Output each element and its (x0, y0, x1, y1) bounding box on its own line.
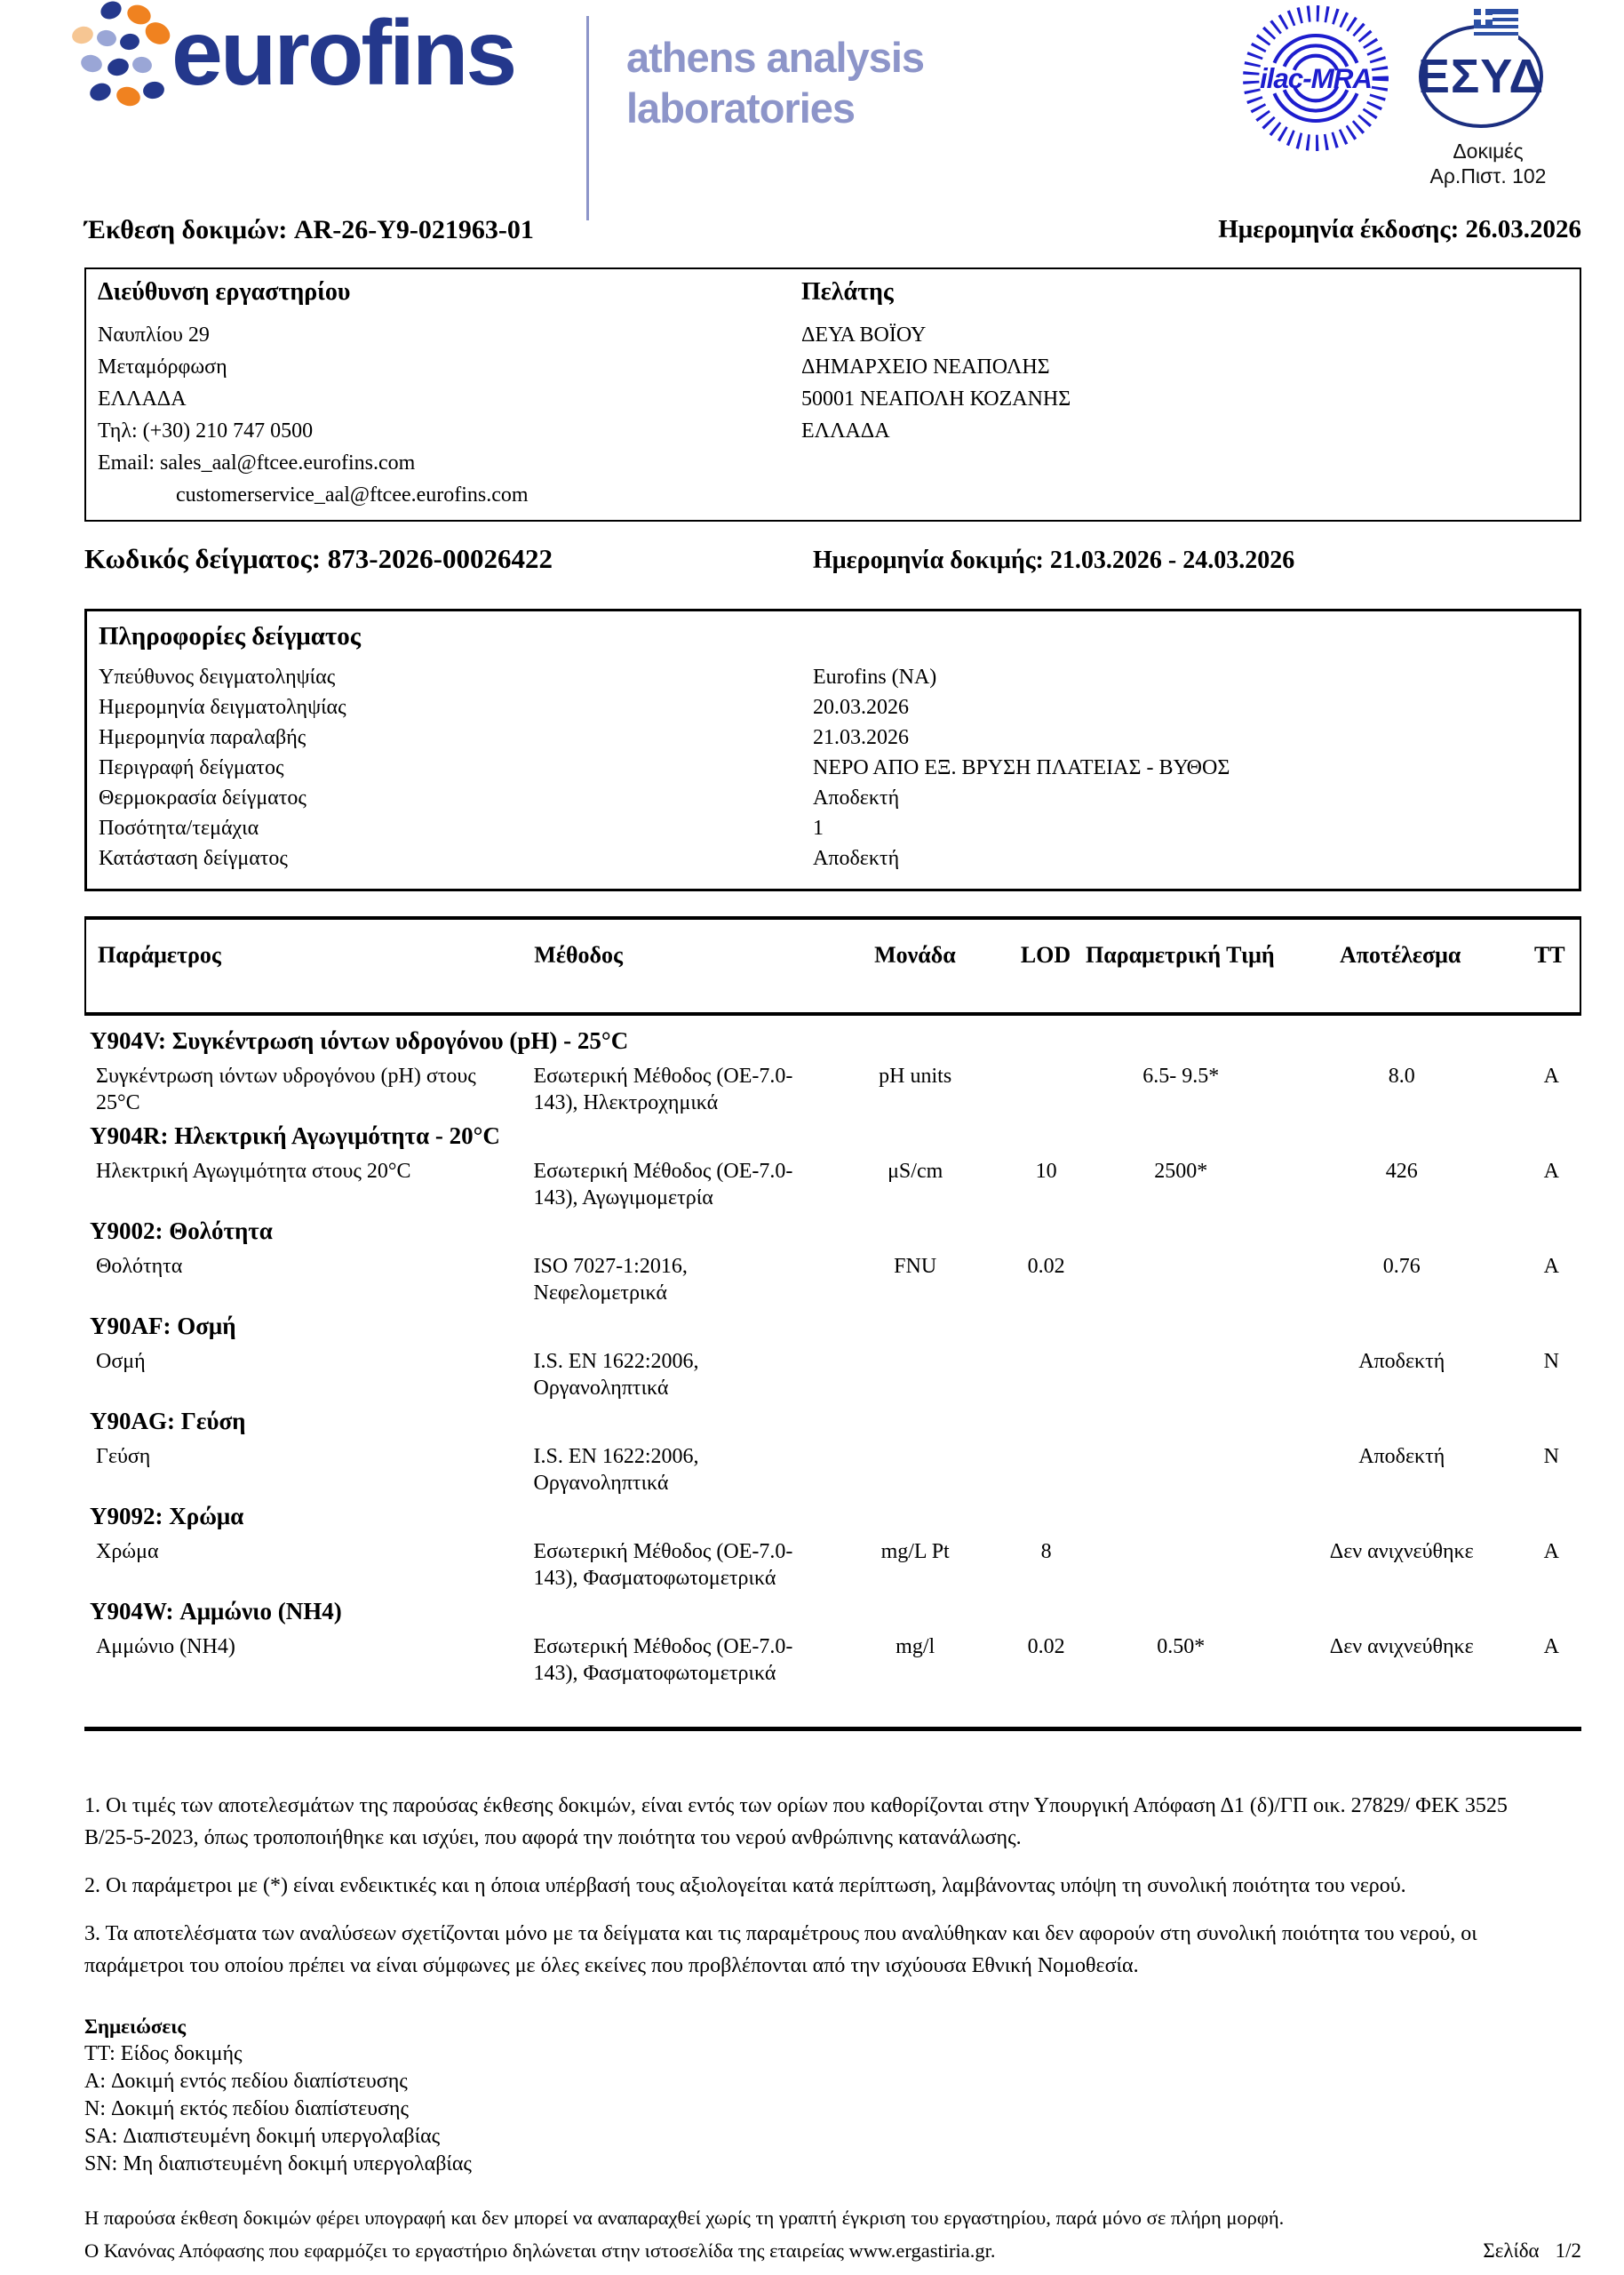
result-tt: A (1543, 1540, 1559, 1563)
col-header-unit: Μονάδα (874, 942, 956, 968)
col-header-result: Αποτέλεσμα (1340, 942, 1461, 968)
sample-code-row (84, 543, 1581, 589)
page-number (1483, 2239, 1581, 2263)
col-header-tt: TT (1533, 942, 1565, 968)
result-row (84, 1633, 1581, 1687)
result-unit (818, 1348, 1013, 1401)
result-value: Αποδεκτή (1358, 1445, 1445, 1468)
report-title-label: Έκθεση δοκιμών: (84, 215, 288, 244)
result-unit: μS/cm (888, 1160, 943, 1183)
test-date-label: Ημερομηνία δοκιμής: (813, 547, 1044, 574)
accreditation-caption-line2: Αρ.Πιστ. 102 (1429, 164, 1547, 188)
result-row (84, 1348, 1581, 1401)
legend-item-sn: SN: Μη διαπιστευμένη δοκιμή υπεργολαβίας (84, 2152, 472, 2175)
col-header-method: Μέθοδος (534, 942, 623, 968)
result-lod (1013, 1443, 1080, 1497)
sample-info-row (99, 692, 1579, 722)
logo-divider (586, 16, 589, 220)
result-row (84, 1158, 1581, 1211)
results-table-body (84, 1016, 1581, 1731)
legend-item-sa: SA: Διαπιστευμένη δοκιμή υπεργολαβίας (84, 2125, 441, 2148)
results-table-header (84, 916, 1581, 1016)
legend-section (84, 2014, 1581, 2178)
athens-analysis-logo (626, 32, 924, 133)
page-number-label: Σελίδα (1483, 2239, 1540, 2262)
result-parameter: Θολότητα (96, 1255, 183, 1278)
result-unit: mg/L Pt (880, 1540, 950, 1563)
title-row (84, 215, 1581, 253)
issue-date (1218, 215, 1581, 253)
col-header-limit: Παραμετρική Τιμή (1085, 942, 1275, 968)
client-address2: 50001 ΝΕΑΠΟΛΗ ΚΟΖΑΝΗΣ (801, 387, 1071, 411)
ilac-mra-accreditation-icon (1239, 2, 1392, 155)
result-parameter: Γεύση (96, 1445, 151, 1468)
sample-info-row (99, 843, 1579, 874)
result-row (84, 1443, 1581, 1497)
result-limit: 2500* (1154, 1160, 1208, 1183)
test-date-value: 21.03.2026 - 24.03.2026 (1049, 547, 1295, 574)
client-column (801, 278, 1071, 447)
lab-address-email: Email: sales_aal@ftcee.eurofins.com (98, 451, 416, 475)
result-value: 426 (1385, 1160, 1418, 1183)
lab-address-city: Μεταμόρφωση (98, 355, 227, 379)
result-group-heading: Y90AF: Οσμή (90, 1313, 236, 1339)
sample-info-value: Αποδεκτή (813, 786, 900, 810)
result-parameter: Ηλεκτρική Αγωγιμότητα στους 20°C (96, 1160, 411, 1183)
legend-item-a: A: Δοκιμή εντός πεδίου διαπίστευσης (84, 2070, 408, 2093)
col-header-parameter: Παράμετρος (98, 942, 221, 968)
footer-section (84, 2201, 1581, 2267)
result-row (84, 1253, 1581, 1306)
lab-address-email2: customerservice_aal@ftcee.eurofins.com (176, 483, 529, 507)
client-heading: Πελάτης (801, 278, 894, 306)
sample-info-label: Κατάσταση δείγματος (99, 847, 288, 870)
note-2: 2. Οι παράμετροι με (*) είναι ενδεικτικές και η όποια υπέρβασή τους αξιολογείται κατά περίπτωση, λαμβάνοντας υπόψη τη συνολική ποιότητα του νερού. (84, 1874, 1406, 1897)
result-group (84, 1121, 1581, 1211)
page-number-value: 1/2 (1555, 2239, 1581, 2262)
notes-section (84, 1790, 1548, 1982)
sample-info-label: Ημερομηνία παραλαβής (99, 726, 306, 749)
result-group-heading: Y904V: Συγκέντρωση ιόντων υδρογόνου (pH) - 25°C (90, 1027, 629, 1054)
result-value: Δεν ανιχνεύθηκε (1329, 1635, 1474, 1658)
result-group-heading: Y9002: Θολότητα (90, 1217, 273, 1244)
sample-info-value: ΝΕΡΟ ΑΠΟ ΕΞ. ΒΡΥΣΗ ΠΛΑΤΕΙΑΣ - ΒΥΘΟΣ (813, 756, 1230, 779)
result-tt: A (1543, 1160, 1559, 1183)
sample-info-value: 1 (813, 817, 824, 840)
lab-address-street: Ναυπλίου 29 (98, 323, 210, 347)
legend-heading: Σημειώσεις (84, 2016, 187, 2038)
result-group (84, 1026, 1581, 1116)
result-group (84, 1596, 1581, 1687)
result-tt: N (1543, 1445, 1559, 1468)
result-group-heading: Y904W: Αμμώνιο (NH4) (90, 1598, 342, 1624)
greek-flag-icon (1474, 9, 1518, 39)
result-limit (1080, 1253, 1282, 1306)
result-method: Εσωτερική Μέθοδος (ΟΕ-7.0-143), Αγωγιμομετρία (533, 1160, 793, 1209)
result-group (84, 1311, 1581, 1401)
svg-text:ilac-MRA: ilac-MRA (1259, 63, 1373, 95)
client-country: ΕΛΛΑΔΑ (801, 419, 890, 443)
result-parameter: Συγκέντρωση ιόντων υδρογόνου (pH) στους 25°C (96, 1065, 476, 1114)
result-group-heading: Y904R: Ηλεκτρική Αγωγιμότητα - 20°C (90, 1122, 500, 1149)
result-tt: A (1543, 1635, 1559, 1658)
result-tt: N (1543, 1350, 1559, 1373)
note-3: 3. Τα αποτελέσματα των αναλύσεων σχετίζονται μόνο με τα δείγματα και τις παραμέτρους που αναλύθηκαν και δεν αφορούν στη συνολική ποιότητα του νερού, οι παράμετροι του οποίου πρέπει να είναι σύμφωνες με όλες εκείνες που προβλέπονται από την ισχύουσα Εθνική Νομοθεσία. (84, 1922, 1477, 1977)
result-unit (818, 1443, 1013, 1497)
report-title (84, 215, 534, 253)
sample-info-row (99, 783, 1579, 813)
result-value: 0.76 (1382, 1255, 1421, 1278)
issue-date-value: 26.03.2026 (1465, 215, 1581, 243)
legend-item-tt: TT: Είδος δοκιμής (84, 2042, 243, 2065)
result-lod: 0.02 (1027, 1635, 1065, 1658)
result-tt: A (1543, 1065, 1559, 1088)
result-lod: 10 (1035, 1160, 1057, 1183)
result-row (84, 1538, 1581, 1592)
result-unit: mg/l (896, 1635, 935, 1658)
result-limit (1080, 1348, 1282, 1401)
result-lod (1013, 1348, 1080, 1401)
result-value: 8.0 (1388, 1065, 1415, 1088)
footer-line1: Η παρούσα έκθεση δοκιμών φέρει υπογραφή και δεν μπορεί να αναπαραχθεί χωρίς τη γραπτή έγκριση του εργαστηρίου, παρά μόνο σε πλήρη μορφή. (84, 2207, 1285, 2229)
result-lod (1013, 1063, 1080, 1116)
result-unit: FNU (894, 1255, 937, 1278)
sample-info-label: Περιγραφή δείγματος (99, 756, 284, 779)
sample-info-value: 21.03.2026 (813, 726, 909, 749)
svg-text:ΕΣΥΔ: ΕΣΥΔ (1417, 50, 1545, 103)
sample-info-value: Αποδεκτή (813, 847, 900, 870)
sample-code (84, 543, 553, 574)
result-method: Εσωτερική Μέθοδος (ΟΕ-7.0-143), Φασματοφωτομετρικά (533, 1540, 793, 1590)
sample-info-label: Θερμοκρασία δείγματος (99, 786, 306, 810)
result-value: Δεν ανιχνεύθηκε (1329, 1540, 1474, 1563)
sample-info-label: Ποσότητα/τεμάχια (99, 817, 259, 840)
result-lod: 0.02 (1027, 1255, 1065, 1278)
address-client-box (84, 267, 1581, 522)
result-unit: pH units (879, 1065, 952, 1088)
esyd-accreditation-icon (1417, 9, 1550, 133)
client-name: ΔΕΥΑ ΒΟΪΟΥ (801, 323, 927, 347)
accreditation-caption-line1: Δοκιμές (1453, 140, 1524, 163)
sample-info-row (99, 753, 1579, 783)
sample-code-label: Κωδικός δείγματος: (84, 543, 322, 574)
test-date (813, 547, 1294, 575)
result-lod: 8 (1040, 1540, 1052, 1563)
col-header-lod: LOD (1020, 942, 1071, 968)
result-limit (1080, 1538, 1282, 1592)
sample-info-row (99, 813, 1579, 843)
issue-date-label: Ημερομηνία έκδοσης: (1218, 215, 1460, 243)
lab-address-country: ΕΛΛΑΔΑ (98, 387, 187, 411)
sample-info-label: Υπεύθυνος δειγματοληψίας (99, 666, 336, 689)
client-address1: ΔΗΜΑΡΧΕΙΟ ΝΕΑΠΟΛΗΣ (801, 355, 1050, 379)
sample-info-row (99, 662, 1579, 692)
result-method: ISO 7027-1:2016, Νεφελομετρικά (533, 1255, 688, 1305)
sample-info-value: 20.03.2026 (813, 696, 909, 719)
result-method: I.S. EN 1622:2006, Οργανοληπτικά (533, 1445, 699, 1495)
result-group-heading: Y9092: Χρώμα (90, 1503, 244, 1529)
result-row (84, 1063, 1581, 1116)
sample-info-label: Ημερομηνία δειγματοληψίας (99, 696, 346, 719)
eurofins-wordmark: eurofins (171, 2, 515, 105)
result-method: Εσωτερική Μέθοδος (ΟΕ-7.0-143), Ηλεκτροχημικά (533, 1065, 793, 1114)
result-parameter: Αμμώνιο (NH4) (96, 1635, 235, 1658)
result-limit (1080, 1443, 1282, 1497)
footer-line2: Ο Κανόνας Απόφασης που εφαρμόζει το εργαστήριο δηλώνεται στην ιστοσελίδα της εταιρείας www.ergastiria.gr. (84, 2239, 996, 2262)
result-parameter: Χρώμα (96, 1540, 159, 1563)
report-header (84, 0, 1581, 213)
result-value: Αποδεκτή (1358, 1350, 1445, 1373)
sample-info-row (99, 722, 1579, 753)
result-group (84, 1406, 1581, 1497)
note-1: 1. Οι τιμές των αποτελεσμάτων της παρούσας έκθεσης δοκιμών, είναι εντός των ορίων που καθορίζονται στην Υπουργική Απόφαση Δ1 (δ)/ΓΠ οικ. 27829/ ΦΕΚ 3525 Β/25-5-2023, όπως τροποποιήθηκε και ισχύει, που αφορά την ποιότητα του νερού ανθρώπινης κατανάλωσης. (84, 1794, 1508, 1849)
result-method: I.S. EN 1622:2006, Οργανοληπτικά (533, 1350, 699, 1400)
result-parameter: Οσμή (96, 1350, 146, 1373)
result-group (84, 1216, 1581, 1306)
legend-item-n: N: Δοκιμή εκτός πεδίου διαπίστευσης (84, 2097, 410, 2120)
lab-address-phone: Τηλ: (+30) 210 747 0500 (98, 419, 314, 443)
sample-info-box (84, 609, 1581, 891)
report-number: AR-26-Y9-021963-01 (293, 215, 534, 244)
result-method: Εσωτερική Μέθοδος (ΟΕ-7.0-143), Φασματοφωτομετρικά (533, 1635, 793, 1685)
lab-address-heading: Διεύθυνση εργαστηρίου (98, 278, 351, 306)
accreditation-caption (1417, 139, 1559, 188)
athens-analysis-line2: laboratories (626, 84, 856, 132)
result-limit: 0.50* (1157, 1635, 1206, 1658)
eurofins-logo-icon (70, 0, 175, 116)
athens-analysis-line1: athens analysis (626, 34, 925, 81)
result-group (84, 1501, 1581, 1592)
sample-info-heading: Πληροφορίες δείγματος (99, 622, 361, 651)
sample-code-value: 873-2026-00026422 (327, 543, 553, 574)
result-tt: A (1543, 1255, 1559, 1278)
result-group-heading: Y90AG: Γεύση (90, 1408, 246, 1434)
sample-info-value: Eurofins (NA) (813, 666, 937, 689)
result-limit: 6.5- 9.5* (1142, 1065, 1220, 1088)
